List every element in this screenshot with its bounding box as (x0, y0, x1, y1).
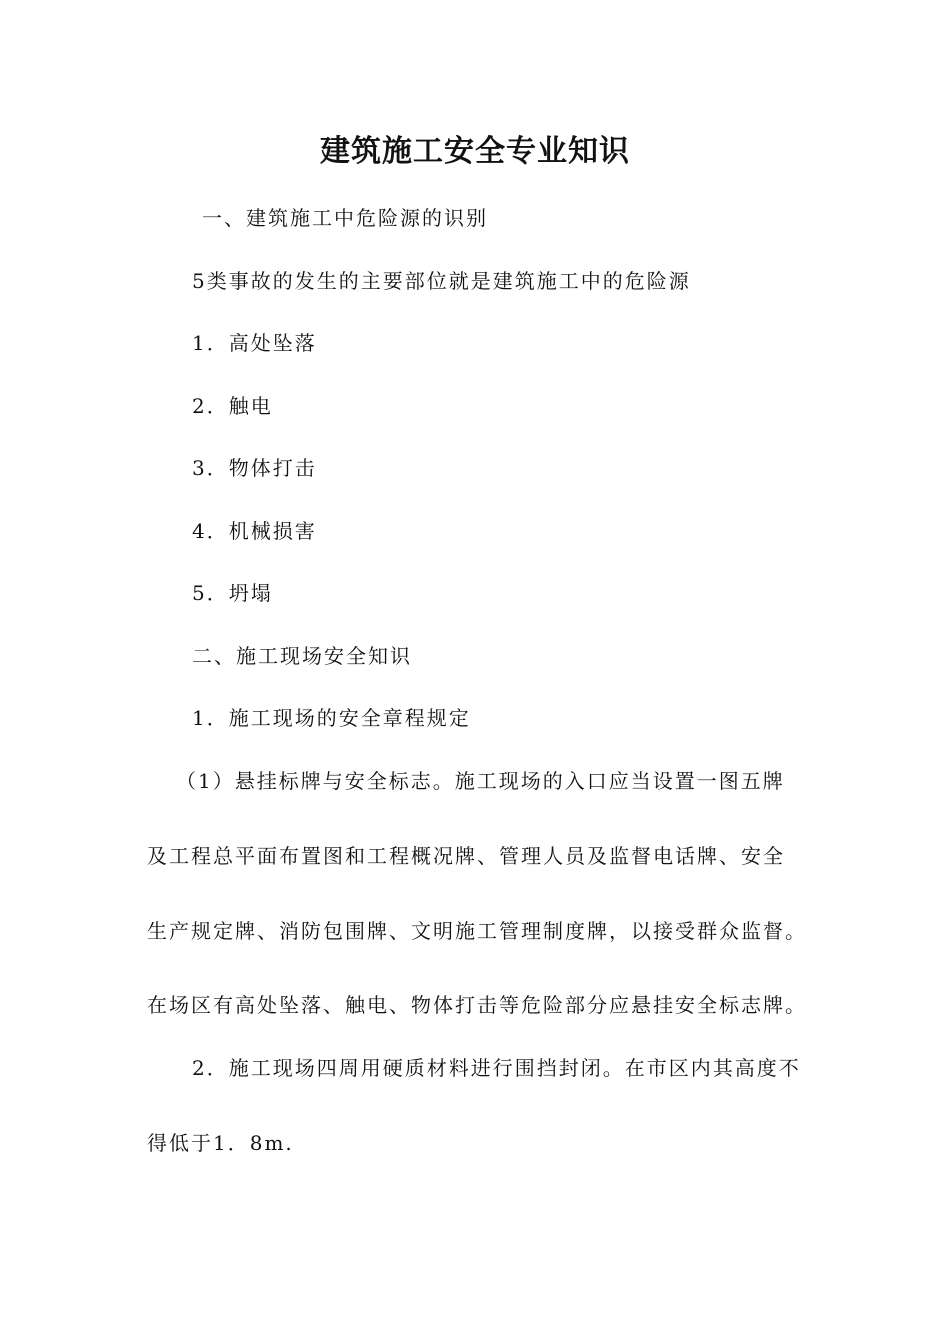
list-item-5: 5．坍塌 (192, 581, 273, 605)
paragraph-line-3: 生产规定牌、消防包围牌、文明施工管理制度牌，以接受群众监督。 (147, 919, 807, 943)
section-heading-2: 二、施工现场安全知识 (192, 644, 412, 668)
paragraph-line-5: 2．施工现场四周用硬质材料进行围挡封闭。在市区内其高度不 (192, 1056, 801, 1080)
list-item-4: 4．机械损害 (192, 519, 317, 543)
subsection-heading-1: 1．施工现场的安全章程规定 (192, 706, 471, 730)
paragraph-line-2: 及工程总平面布置图和工程概况牌、管理人员及监督电话牌、安全 (147, 844, 785, 868)
paragraph-intro: 5类事故的发生的主要部位就是建筑施工中的危险源 (192, 269, 691, 293)
list-item-1: 1．高处坠落 (192, 331, 317, 355)
paragraph-line-6: 得低于1．8m. (147, 1131, 294, 1155)
paragraph-line-4: 在场区有高处坠落、触电、物体打击等危险部分应悬挂安全标志牌。 (147, 993, 807, 1017)
document-title: 建筑施工安全专业知识 (320, 134, 630, 169)
paragraph-line-1: （1）悬挂标牌与安全标志。施工现场的入口应当设置一图五牌 (176, 769, 785, 793)
list-item-2: 2．触电 (192, 394, 273, 418)
section-heading-1: 一、建筑施工中危险源的识别 (202, 206, 488, 230)
list-item-3: 3．物体打击 (192, 456, 317, 480)
